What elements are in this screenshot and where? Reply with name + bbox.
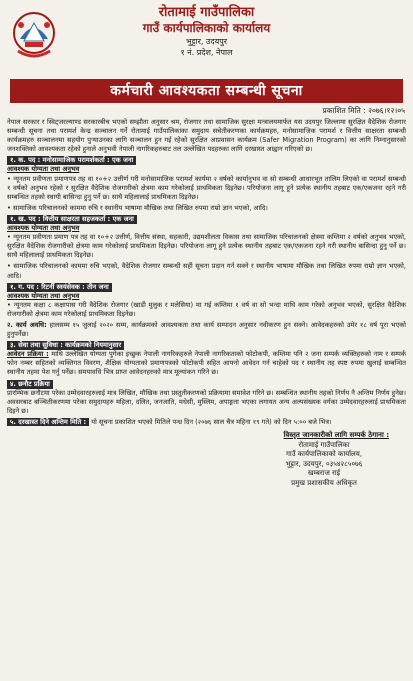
section-label: आवेदन प्रक्रिया : <box>7 350 49 359</box>
section-text: हालसम्म १५ जुलाई २०२० सम्म, कार्यक्रमको आवश्यकता तथा कार्य सम्पादन अनुसार नवीकरण हुन सक्ने। आवेदकहरुको उमेर १८ वर्ष पूरा भएको हुनुपर्नेछ। <box>7 320 406 339</box>
notice-body <box>4 118 409 427</box>
notice-banner: कर्मचारी आवश्यकता सम्बन्धी सूचना <box>10 79 403 103</box>
bullet-text: • न्यूनतम प्रवीणता प्रमाणपत्र तह वा १०+२ उत्तीर्ण गरी मनोसामाजिक परामर्श कार्यमा २ वर्षको कार्यानुभव वा सो सम्बन्धी आधारभूत तालिम लिएको वा परामर्श सम्बन्धी १ वर्षको अनुभव रहेको र सुरक्षित वैदेशिक रोजगारीको क्षेत्रमा काम गरेकोलाई प्राथमिकता दिइनेछ। परियोजना लागू हुने प्रत्येक स्थानीय तहबाट एक/एकजना रहने गरी सम्बन्धित तहको स्थायी बासिन्दा हुनु पर्ने छ। साथै महिलालाई प्राथमिकता दिइनेछ। <box>7 174 406 201</box>
bullet-content: न्यूनतम प्रवीणता प्रमाणपत्र तह वा १०+२ उत्तीर्ण गरी मनोसामाजिक परामर्श कार्यमा २ वर्षको कार्यानुभव वा सो सम्बन्धी आधारभूत तालिम लिएको वा परामर्श सम्बन्धी १ वर्षको अनुभव रहेको र सुरक्षित वैदेशिक रोजगारीको क्षेत्रमा काम गरेकोलाई प्राथमिकता दिइनेछ। परियोजना लागू हुने प्रत्येक स्थानीय तहबाट एक/एकजना रहने गरी सम्बन्धित तहको स्थायी बासिन्दा हुनु पर्ने छ। साथै महिलालाई प्राथमिकता दिइनेछ। <box>7 174 406 201</box>
published-date: प्रकाशित मिति : २०७६।१२।०५ <box>322 106 405 115</box>
bullet-text: • सामाजिक परिचालनको काममा रुचि र स्थानीय भाषामा मौखिक तथा लिखित रुपमा राम्रो ज्ञान भएको, आदि। <box>7 203 268 212</box>
header-line3: भुट्टार, उदयपुर <box>185 37 228 46</box>
section-title: ३. सेवा तथा सुविधा : कार्यक्रमको नियमानुसार <box>7 341 124 350</box>
section-subtitle: आवश्यक योग्यता तथा अनुभव <box>7 224 80 233</box>
selection-process: प्रारम्भिक छनौटमा परेका उम्मेदवारहरुलाई मात्र लिखित, मौखिक तथा प्रस्तुतीकरणको प्रक्रियामा समावेश गरिने छ। सम्बन्धित स्थानीय तहको निर्णय नै अन्तिम निर्णय हुनेछ। अवसरबाट बञ्चितीकरणमा परेका समुदायहरु महिला, दलित, जनजाति, मधेसी, मुस्लिम, अपाङ्गता भएका लगायत अन्य अल्पसंख्यक वर्गका उम्मेदवारहरुलाई प्राथमिकता दिइने छ। <box>7 388 406 415</box>
work-period <box>7 321 406 339</box>
bullet-content: न्यूनतम प्रवीणता प्रमाण पत्र तह वा १०+२ उत्तीर्ण, वित्तीय संस्था, सहकारी, उद्यमशीलता विकास तथा सामाजिक परिचालनको क्षेत्रमा कम्तिमा २ वर्षको अनुभव भएको, सुरक्षित वैदेशिक रोजगारीको क्षेत्रमा काम गरेकोलाई प्राथमिकता दिइनेछ। परियोजना लागू हुने प्रत्येक स्थानीय तहबाट एक/एकजना रहने गरी स्थानीय बासिन्दा हुनु पर्ने छ। साथै महिलालाई प्राथमिकता दिइनेछ। <box>7 233 406 260</box>
contact-line: खम्बराज राई <box>307 469 341 477</box>
section-title: १. ग. पद : रिटर्नी स्वयंसेवक : तीन जना <box>7 283 112 292</box>
header <box>4 5 409 77</box>
contact-line: प्रमुख प्रशासकीय अधिकृत <box>291 478 357 487</box>
section-title: ४. छनौट प्रक्रिया <box>7 380 53 389</box>
bullet-content: न्यूनतम कक्षा ८ कक्षापास गरी वैदेशिक रोजगार (खाडी मुलुक र मलेसिया) मा गई कम्तिमा १ वर्ष वा सो भन्दा माथि काम गरेको अनुभव भएको, सुरक्षित वैदेशिक रोजगारीको क्षेत्रमा काम गरेकोलाई प्राथमिकता दिइनेछ। <box>7 300 406 318</box>
section-subtitle: आवश्यक योग्यता तथा अनुभव <box>7 291 80 300</box>
bullet-text: • सामाजिक परिचालनको काममा रुचि भएको, वैदेशिक रोजगार सम्बन्धी सही सूचना प्रदान गर्न सक्ने र स्थानीय भाषामा मौखिक तथा लिखित रुपमा राम्रो ज्ञान भएको, आदि। <box>7 262 406 280</box>
section-text: माथि उल्लेखित योग्यता पुगेका इच्छुक नेपाली नागरिकहरुले नेपाली नागरिकताको फोटोकपी, कम्तिमा पनि २ जना सम्पर्क व्यक्तिहरुको नाम र सम्पर्क फोन नम्बर सहितको व्यक्तिगत विवरण, शैक्षिक योग्यताको प्रमाणपत्रको फोटोकपी सहित आफ्नो आवेदन गर्न चाहेको पद र स्थानीय तह स्पष्ट रुपमा खुलाई सम्बन्धित स्थानीय तहमा पेश गर्नु पर्नेछ। समयावधि भित्र प्राप्त आवेदनहरुको मात्र मूल्यांकन गरिने छ। <box>7 350 406 377</box>
contact-heading: विस्तृत जानकारीको लागि सम्पर्क ठेगाना : <box>283 431 389 439</box>
section-text: यो सूचना प्रकाशित भएको मितिले पन्ध्र दिन (२०७६ साल चैत्र महिना १९ गते) को दिन ५:०० बजे भित्र। <box>91 417 332 426</box>
bullet-content: सामाजिक परिचालनको काममा रुचि भएको, वैदेशिक रोजगार सम्बन्धी सही सूचना प्रदान गर्न सक्ने र स्थानीय भाषामा मौखिक तथा लिखित रुपमा राम्रो ज्ञान भएको, आदि। <box>7 262 406 280</box>
nepal-emblem-icon <box>12 9 56 63</box>
deadline <box>7 418 406 427</box>
section-subtitle: आवश्यक योग्यता तथा अनुभव <box>7 165 80 174</box>
header-line1: रोतामाई गाउँपालिका <box>158 5 255 20</box>
intro-paragraph: नेपाल सरकार र स्विट्जरल्याण्ड सरकारबीच भएको सम्झौता अनुसार श्रम, रोजगार तथा सामाजिक सुरक्षा मन्त्रालयमार्फत यस उदयपुर जिल्लामा सुरक्षित वैदेशिक रोजगार सम्बन्धी सूचना तथा परामर्श केन्द्र सञ्चालन गर्ने रोतामाई गाउँपालिकाका समुदाय सचेतीकरणका कार्यक्रमहरु, मनोसामाजिक परामर्श र वित्तीय साक्षरता सम्बन्धी कार्यक्रमहरु सञ्चालनमा सहयोग पुऱ्याउनका लागि सञ्चालन हुन गई रहेको सुरक्षित आप्रवासन कार्यक्रम (Safer Migration Program) का लागि निम्नानुसारको जनशक्तिको आवश्यकता रहेको हुनाले अनुभवी नेपाली नागरिकहरुबाट तल उल्लेखित पदहरुका लागि दरखास्त आह्वान गरिएको छ। <box>7 118 406 154</box>
bullet-text: • न्यूनतम प्रवीणता प्रमाण पत्र तह वा १०+२ उत्तीर्ण, वित्तीय संस्था, सहकारी, उद्यमशीलता विकास तथा सामाजिक परिचालनको क्षेत्रमा कम्तिमा २ वर्षको अनुभव भएको, सुरक्षित वैदेशिक रोजगारीको क्षेत्रमा काम गरेकोलाई प्राथमिकता दिइनेछ। परियोजना लागू हुने प्रत्येक स्थानीय तहबाट एक/एकजना रहने गरी स्थानीय बासिन्दा हुनु पर्ने छ। साथै महिलालाई प्राथमिकता दिइनेछ। <box>7 233 406 260</box>
section-title: १. क. पद : मनोसामाजिक परामर्शकर्ता : एक जना <box>7 156 136 165</box>
contact-line: गाउँ कार्यपालिकाको कार्यालय, <box>285 450 363 458</box>
section-label: ५. दरखास्त दिने अन्तिम मिति : <box>7 418 89 426</box>
contact-block <box>239 441 409 489</box>
section-label: २. कार्य अवधि: <box>7 320 47 329</box>
application-process <box>7 350 406 377</box>
bullet-content: सामाजिक परिचालनको काममा रुचि र स्थानीय भाषामा मौखिक तथा लिखित रुपमा राम्रो ज्ञान भएको, आदि। <box>13 203 268 212</box>
header-line2: गाउँ कार्यपालिकाको कार्यालय <box>142 21 271 35</box>
section-title: १. ख. पद : वित्तीय साक्षरता सहजकर्ता : एक जना <box>7 215 137 224</box>
contact-line: रोतामाई गाउँपालिका <box>298 440 350 449</box>
bullet-text: • न्यूनतम कक्षा ८ कक्षापास गरी वैदेशिक रोजगार (खाडी मुलुक र मलेसिया) मा गई कम्तिमा १ वर्ष वा सो भन्दा माथि काम गरेको अनुभव भएको, सुरक्षित वैदेशिक रोजगारीको क्षेत्रमा काम गरेकोलाई प्राथमिकता दिइनेछ। <box>7 300 406 318</box>
contact-footer <box>4 431 409 488</box>
header-line4: १ नं. प्रदेश, नेपाल <box>180 48 233 57</box>
contact-line: भुट्टार, उदयपुर, ०३५४२८५०७६ <box>285 459 363 468</box>
